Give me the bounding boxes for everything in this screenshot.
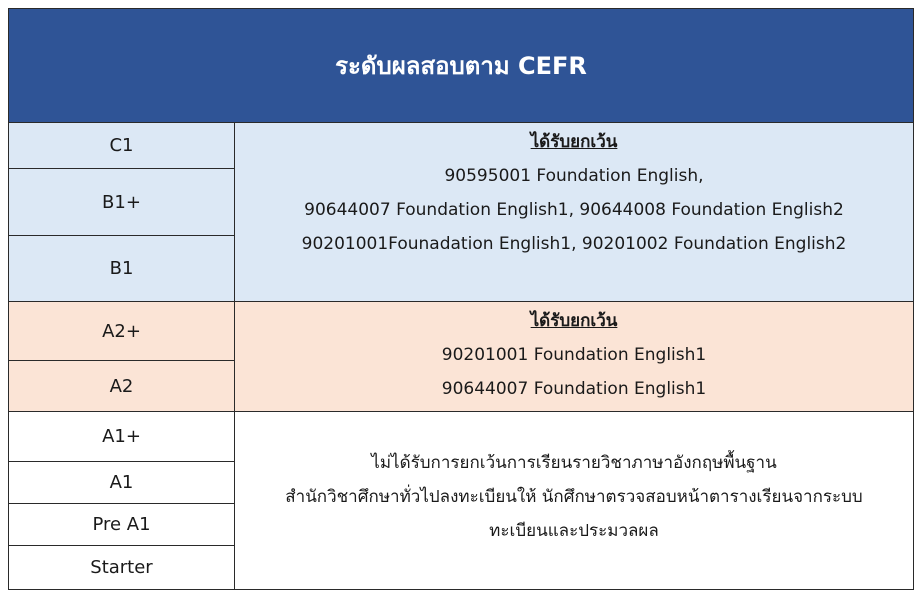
exemption-cell-1 <box>235 123 913 302</box>
level-a1-plus: A1+ <box>9 412 235 462</box>
page-title: ระดับผลสอบตาม CEFR <box>335 52 587 80</box>
no-exemption-cell <box>235 412 913 589</box>
course-line: 90595001 Foundation English, <box>444 166 704 186</box>
note-line: ทะเบียนและประมวลผล <box>489 520 659 541</box>
level-a1: A1 <box>9 462 235 504</box>
level-a2: A2 <box>9 361 235 412</box>
level-b1: B1 <box>9 236 235 302</box>
level-c1: C1 <box>9 123 235 169</box>
course-line: 90201001Founadation English1, 90201002 Foundation English2 <box>301 234 847 254</box>
exemption-heading: ได้รับยกเว้น <box>530 311 618 331</box>
exemption-heading: ได้รับยกเว้น <box>530 132 618 152</box>
note-line: ไม่ได้รับการยกเว้นการเรียนรายวิชาภาษาอังกฤษพื้นฐาน <box>371 452 777 473</box>
course-line: 90644007 Foundation English1 <box>441 379 707 399</box>
table-header <box>9 9 913 123</box>
cefr-table <box>8 8 914 590</box>
course-line: 90644007 Foundation English1, 90644008 Foundation English2 <box>304 200 844 220</box>
course-line: 90201001 Foundation English1 <box>441 345 707 365</box>
note-line: สำนักวิชาศึกษาทั่วไปลงทะเบียนให้ นักศึกษาตรวจสอบหน้าตารางเรียนจากระบบ <box>285 486 863 507</box>
level-a2-plus: A2+ <box>9 302 235 361</box>
exemption-cell-2 <box>235 302 913 412</box>
level-b1-plus: B1+ <box>9 169 235 236</box>
level-starter: Starter <box>9 546 235 589</box>
level-pre-a1: Pre A1 <box>9 504 235 546</box>
